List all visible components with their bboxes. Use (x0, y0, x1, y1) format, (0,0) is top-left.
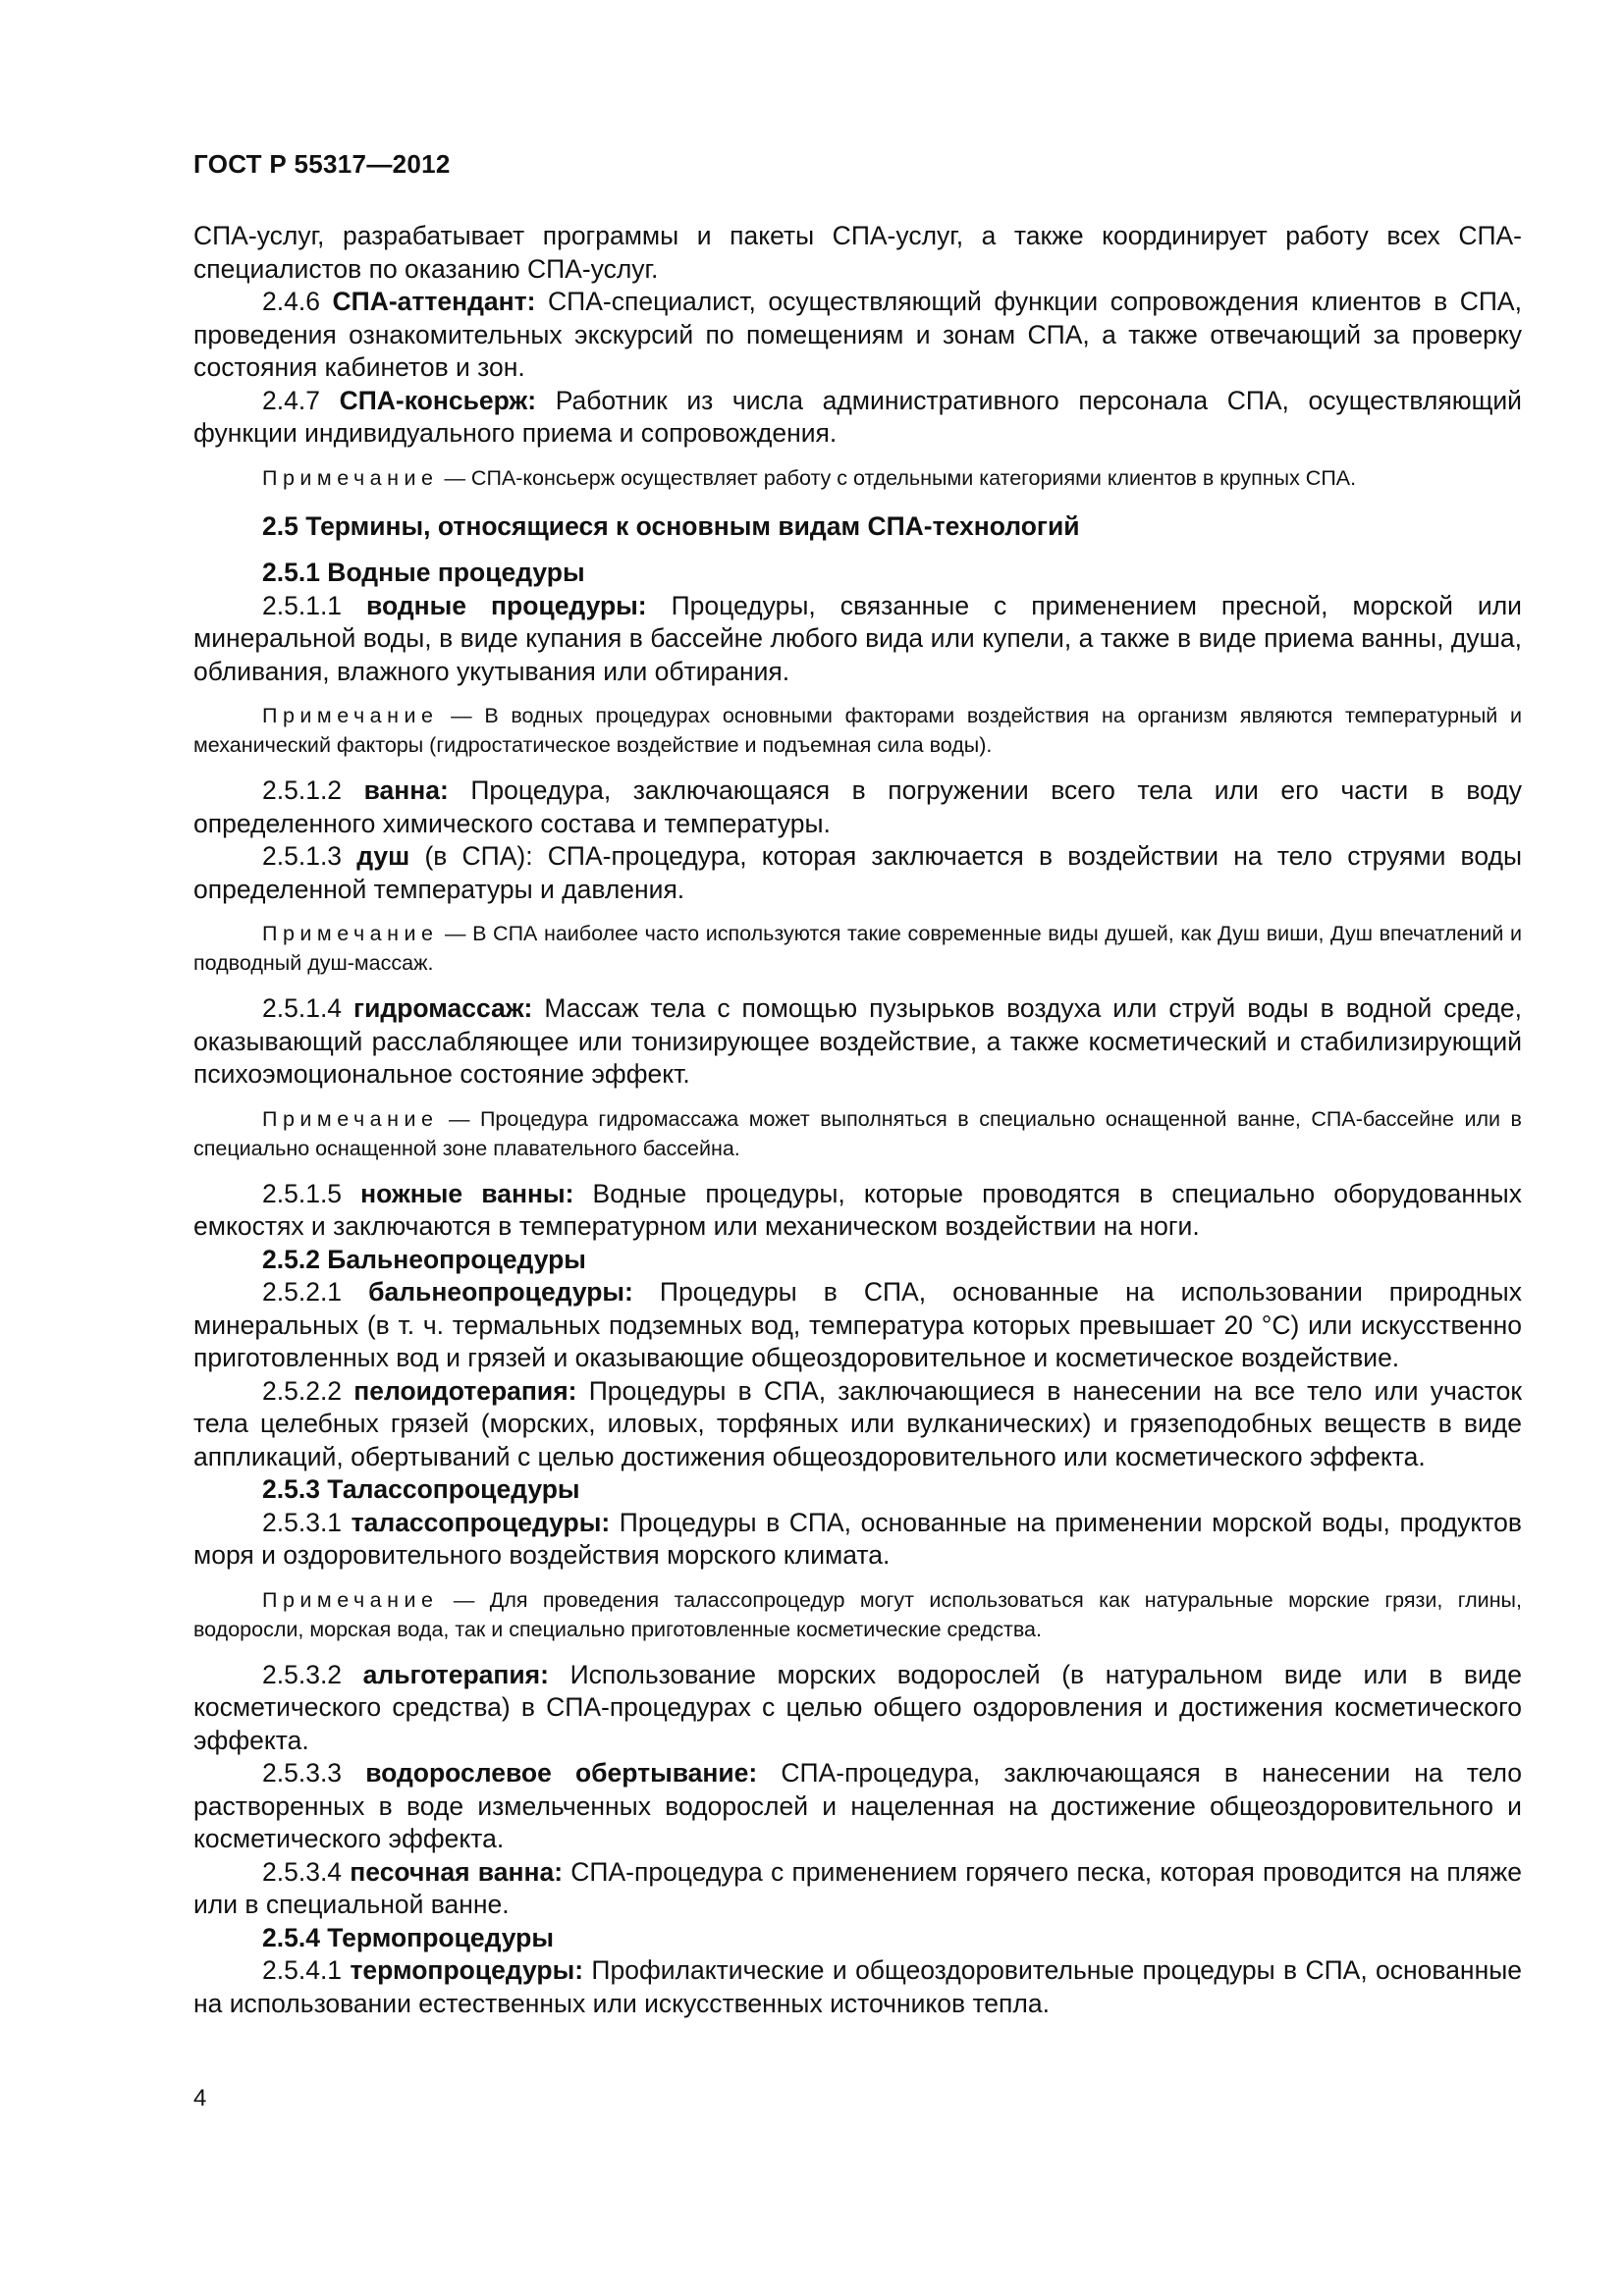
entry-number: 2.5.3.2 (262, 1659, 343, 1689)
term-entry-2-5-1-2 (193, 774, 1522, 840)
term-entry-2-5-3-1 (193, 1507, 1522, 1573)
entry-number: 2.5.1.3 (262, 841, 343, 871)
entry-number: 2.4.7 (262, 385, 320, 415)
entry-term: СПА-аттендант: (332, 287, 536, 316)
term-entry-2-5-4-1 (193, 1954, 1522, 2020)
entry-definition: СПА-специалист, осуществляющий функции сопровождения клиентов в СПА, проведения ознакомительных экскурсий по помещениям и зонам СПА, а также отвечающий за проверку состояния кабинетов и зон. (193, 287, 1522, 382)
entry-number: 2.5.1.1 (262, 590, 343, 620)
continuation-paragraph: СПА-услуг, разрабатывает программы и пакеты СПА-услуг, а также координирует работу всех СПА-специалистов по оказанию СПА-услуг. (193, 221, 1522, 284)
entry-term: душ (356, 841, 410, 871)
note-text: — В водных процедурах основными факторами воздействия на организм являются температурный и механический факторы (гидростатическое воздействие и подъемная сила воды). (193, 704, 1522, 757)
note-text: — Для проведения талассопроцедур могут использоваться как натуральные морские грязи, глины, водоросли, морская вода, так и специально приготовленные косметические средства. (193, 1587, 1522, 1641)
note-label: Примечание (262, 704, 439, 727)
entry-definition: Работник из числа административного персонала СПА, осуществляющий функции индивидуального приема и сопровождения. (193, 385, 1522, 448)
entry-definition: Процедуры в СПА, основанные на применении морской воды, продуктов моря и оздоровительного воздействия морского климата. (193, 1507, 1522, 1570)
entry-definition: СПА-процедура с применением горячего песка, которая проводится на пляже или в специальной ванне. (193, 1856, 1522, 1919)
entry-term: альготерапия: (362, 1659, 549, 1689)
entry-number: 2.5.3.1 (262, 1507, 343, 1537)
term-entry-2-5-3-3 (193, 1757, 1522, 1856)
note-text: — Процедура гидромассажа может выполняться в специально оснащенной ванне, СПА-бассейне или в специально оснащенной зоне плавательного бассейна. (193, 1106, 1522, 1160)
entry-term: ножные ванны: (360, 1178, 574, 1208)
note-2-5-3-1 (193, 1585, 1522, 1644)
entry-term: пелоидотерапия: (353, 1375, 577, 1406)
term-entry-2-5-3-4 (193, 1856, 1522, 1922)
note-2-5-1-1 (193, 701, 1522, 760)
entry-definition: Профилактические и общеоздоровительные процедуры в СПА, основанные на использовании естественных или искусственных источников тепла. (193, 1955, 1522, 2018)
entry-number: 2.5.2.2 (262, 1375, 343, 1406)
entry-term: бальнеопроцедуры: (368, 1277, 633, 1307)
document-header: ГОСТ Р 55317—2012 (193, 149, 451, 179)
note-label: Примечание (262, 1106, 439, 1131)
entry-definition: (в СПА): СПА-процедура, которая заключается в воздействии на тело струями воды определенной температуры и давления. (193, 841, 1523, 904)
term-entry-2-5-2-2 (193, 1375, 1522, 1474)
entry-definition: Процедура, заключающаяся в погружении всего тела или его части в воду определенного химического состава и температуры. (193, 775, 1522, 838)
note-text: — В СПА наиболее часто используются такие современные виды душей, как Душ виши, Душ впечатлений и подводный душ-массаж. (193, 922, 1522, 975)
entry-number: 2.5.2.1 (262, 1277, 343, 1307)
note-2-5-1-3 (193, 919, 1522, 978)
entry-term: СПА-консьерж: (339, 385, 537, 415)
entry-definition: Процедуры, связанные с применением пресной, морской или минеральной воды, в виде купания в бассейне любого вида или купели, а также в виде приема ванны, душа, обливания, влажного укутывания или обтирания. (193, 590, 1522, 686)
note-2-4-7 (193, 463, 1522, 493)
note-text: — СПА-консьерж осуществляет работу с отдельными категориями клиентов в крупных СПА. (444, 465, 1357, 490)
term-entry-2-5-1-4 (193, 992, 1522, 1092)
term-entry-2-4-7 (193, 385, 1522, 451)
entry-term: термопроцедуры: (350, 1955, 584, 1985)
document-body (193, 220, 1522, 2020)
entry-number: 2.4.6 (262, 287, 320, 316)
note-label: Примечание (262, 922, 439, 945)
entry-definition: СПА-процедура, заключающаяся в нанесении на тело растворенных в воде измельченных водорослей и нацеленная на достижение общеоздоровительного и косметического эффекта. (193, 1758, 1522, 1853)
entry-term: гидромассаж: (353, 993, 533, 1023)
term-entry-2-4-6 (193, 286, 1522, 385)
subsection-title-2-5-1: 2.5.1 Водные процедуры (262, 558, 585, 587)
entry-definition: Процедуры в СПА, заключающиеся в нанесении на все тело или участок тела целебных грязей (морских, иловых, торфяных или вулканических) и грязеподобных веществ в виде аппликаций, обертываний с целью достижения общеоздоровительного или косметического эффекта. (193, 1375, 1522, 1471)
subsection-title-2-5-2: 2.5.2 Бальнеопроцедуры (262, 1244, 586, 1274)
entry-term: талассопроцедуры: (351, 1507, 611, 1537)
page-number: 4 (193, 2085, 207, 2111)
entry-definition: Использование морских водорослей (в натуральном виде или в виде косметического средства) в СПА-процедурах с целью общего оздоровления и достижения косметического эффекта. (193, 1659, 1522, 1755)
entry-term: водорослевое обертывание: (365, 1758, 758, 1788)
note-label: Примечание (262, 465, 439, 490)
term-entry-2-5-1-5 (193, 1178, 1522, 1244)
term-entry-2-5-2-1 (193, 1276, 1522, 1375)
entry-term: ванна: (363, 775, 449, 805)
subsection-title-2-5-4: 2.5.4 Термопроцедуры (262, 1922, 554, 1952)
entry-number: 2.5.3.3 (262, 1758, 343, 1788)
entry-definition: Процедуры в СПА, основанные на использовании природных минеральных (в т. ч. термальных подземных вод, температура которых превышает 20 °С) или искусственно приготовленных вод и грязей и оказывающие общеоздоровительное и косметическое воздействие. (193, 1277, 1522, 1372)
entry-definition: Водные процедуры, которые проводятся в специально оборудованных емкостях и заключаются в температурном или механическом воздействии на ноги. (193, 1178, 1522, 1241)
subsection-title-2-5-3: 2.5.3 Талассопроцедуры (262, 1474, 580, 1504)
note-label: Примечание (262, 1587, 439, 1612)
term-entry-2-5-1-1 (193, 590, 1522, 689)
entry-number: 2.5.1.5 (262, 1178, 343, 1208)
entry-term: водные процедуры: (366, 590, 647, 620)
entry-number: 2.5.4.1 (262, 1955, 343, 1985)
entry-number: 2.5.3.4 (262, 1856, 343, 1887)
entry-number: 2.5.1.4 (262, 993, 343, 1023)
section-title-2-5: 2.5 Термины, относящиеся к основным видам СПА-технологий (262, 510, 1080, 541)
term-entry-2-5-3-2 (193, 1659, 1522, 1758)
term-entry-2-5-1-3 (193, 840, 1522, 906)
note-2-5-1-4 (193, 1104, 1522, 1163)
entry-definition: Массаж тела с помощью пузырьков воздуха или струй воды в водной среде, оказывающий расслабляющее или тонизирующее воздействие, а также косметический и стабилизирующий психоэмоциональное состояние эффект. (193, 993, 1522, 1089)
entry-number: 2.5.1.2 (262, 775, 343, 805)
entry-term: песочная ванна: (350, 1856, 564, 1887)
